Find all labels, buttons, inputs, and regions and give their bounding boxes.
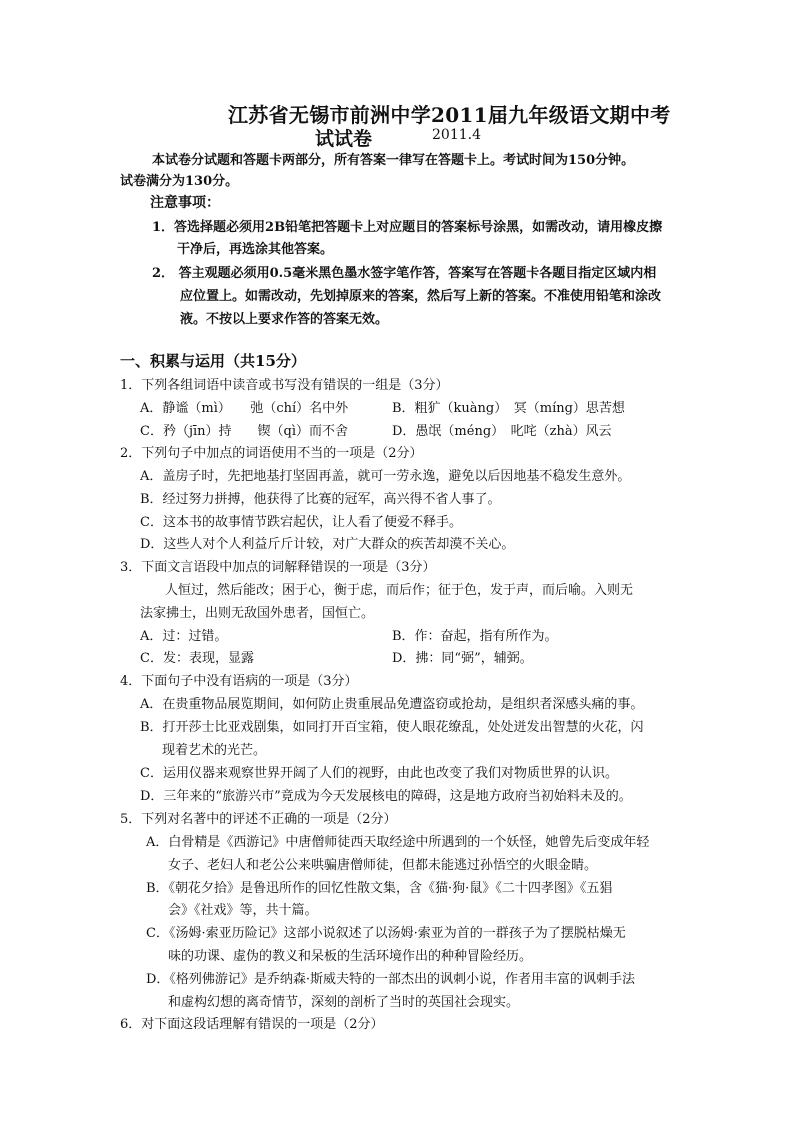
q4-option-c: C．运用仪器来观察世界开阔了人们的视野，由此也改变了我们对物质世界的认识。	[140, 766, 618, 781]
q1-option-d: D．愚氓（méng） 叱咤（zhà）风云	[392, 424, 612, 439]
q2-stem: 2．下列句子中加点的词语使用不当的一项是（2分）	[120, 446, 423, 461]
q2-option-d: D．这些人对个人利益斤斤计较，对广大群众的疾苦却漠不关心。	[140, 537, 515, 552]
q5-option-d-line2: 和虚构幻想的离奇情节，深刻的剖析了当时的英国社会现实。	[168, 995, 520, 1010]
q3-passage-line1: 人恒过，然后能改；困于心，衡于虑，而后作；征于色，发于声，而后喻。入则无	[165, 583, 634, 598]
q3-option-b: B．作：奋起，指有所作为。	[392, 629, 558, 644]
q5-option-a-line1: A．白骨精是《西游记》中唐僧师徒西天取经途中所遇到的一个妖怪，她曾先后变成年轻	[146, 835, 650, 850]
q3-option-d: D．拂：同“弼”，辅弼。	[392, 651, 533, 666]
notes-heading: 注意事项：	[150, 195, 220, 211]
q3-passage-line2: 法家拂士，出则无敌国外患者，国恒亡。	[140, 606, 375, 621]
q3-option-c: C．发：表现，显露	[140, 651, 254, 666]
q1-option-b: B．粗犷（kuàng） 冥（míng）思苦想	[392, 401, 625, 416]
notes-item1-line1: 1．答选择题必须用2B铅笔把答题卡上对应题目的答案标号涂黑，如需改动，请用橡皮擦	[152, 220, 663, 235]
q2-option-b: B．经过努力拼搏，他获得了比赛的冠军，高兴得不省人事了。	[140, 492, 501, 507]
q5-stem: 5．下列对名著中的评述不正确的一项是（2分）	[120, 812, 397, 827]
exam-title-line1: 江苏省无锡市前洲中学2011届九年级语文期中考	[228, 103, 671, 127]
q6-stem: 6．对下面这段话理解有错误的一项是（2分）	[120, 1017, 384, 1032]
intro-line2: 试卷满分为130分。	[120, 174, 239, 189]
q4-option-d: D．三年来的“旅游兴市”竟成为今天发展核电的障碍，这是地方政府当初始料未及的。	[140, 789, 632, 804]
q5-option-b-line1: B．《朝花夕拾》是鲁迅所作的回忆性散文集，含《猫·狗·鼠》《二十四孝图》《五猖	[146, 881, 613, 896]
q3-option-a: A．过：过错。	[140, 629, 228, 644]
q2-option-c: C．这本书的故事情节跌宕起伏，让人看了便爱不释手。	[140, 515, 462, 530]
intro-line1: 本试卷分试题和答题卡两部分，所有答案一律写在答题卡上。考试时间为150分钟。	[152, 153, 635, 168]
q4-option-b-line1: B．打开莎士比亚戏剧集，如同打开百宝箱，使人眼花缭乱，处处迸发出智慧的火花，闪	[140, 720, 644, 735]
q5-option-c-line1: C．《汤姆·索亚历险记》这部小说叙述了以汤姆·索亚为首的一群孩子为了摆脱枯燥无	[146, 926, 626, 941]
section1-heading: 一、积累与运用（共15分）	[120, 352, 306, 370]
notes-item1-line2: 干净后，再选涂其他答案。	[177, 242, 334, 257]
q1-option-a: A．静谧（mì） 弛（chí）名中外	[140, 401, 349, 416]
notes-item2-line1: 2． 答主观题必须用0.5毫米黑色墨水签字笔作答，答案写在答题卡各题目指定区域内相	[152, 266, 657, 281]
q4-stem: 4．下面句子中没有语病的一项是（3分）	[120, 674, 358, 689]
q1-option-c: C．矜（jīn）持 锲（qì）而不舍	[140, 424, 348, 439]
q5-option-d-line1: D．《格列佛游记》是乔纳森·斯威夫特的一部杰出的讽刺小说，作者用丰富的讽刺手法	[146, 972, 636, 987]
notes-item2-line3: 液。不按以上要求作答的答案无效。	[180, 312, 389, 327]
exam-date: 2011.4	[432, 127, 481, 143]
q5-option-a-line2: 女子、老妇人和老公公来哄骗唐僧师徒，但都未能逃过孙悟空的火眼金睛。	[168, 858, 598, 873]
q1-stem: 1．下列各组词语中读音或书写没有错误的一组是（3分）	[120, 378, 449, 393]
exam-title-line2: 试试卷	[315, 128, 373, 150]
q4-option-b-line2: 现着艺术的光芒。	[162, 743, 267, 758]
notes-item2-line2: 应位置上。如需改动，先划掉原来的答案，然后写上新的答案。不准使用铅笔和涂改	[180, 289, 662, 304]
q5-option-c-line2: 味的功课、虚伪的教义和呆板的生活环境作出的种种冒险经历。	[168, 949, 533, 964]
q4-option-a: A．在贵重物品展览期间，如何防止贵重展品免遭盗窃或抢劫，是组织者深感头痛的事。	[140, 697, 644, 712]
q5-option-b-line2: 会》《社戏》等，共十篇。	[168, 903, 318, 918]
q3-stem: 3．下面文言语段中加点的词解释错误的一项是（3分）	[120, 560, 436, 575]
q2-option-a: A．盖房子时，先把地基打坚固再盖，就可一劳永逸，避免以后因地基不稳发生意外。	[140, 469, 631, 484]
